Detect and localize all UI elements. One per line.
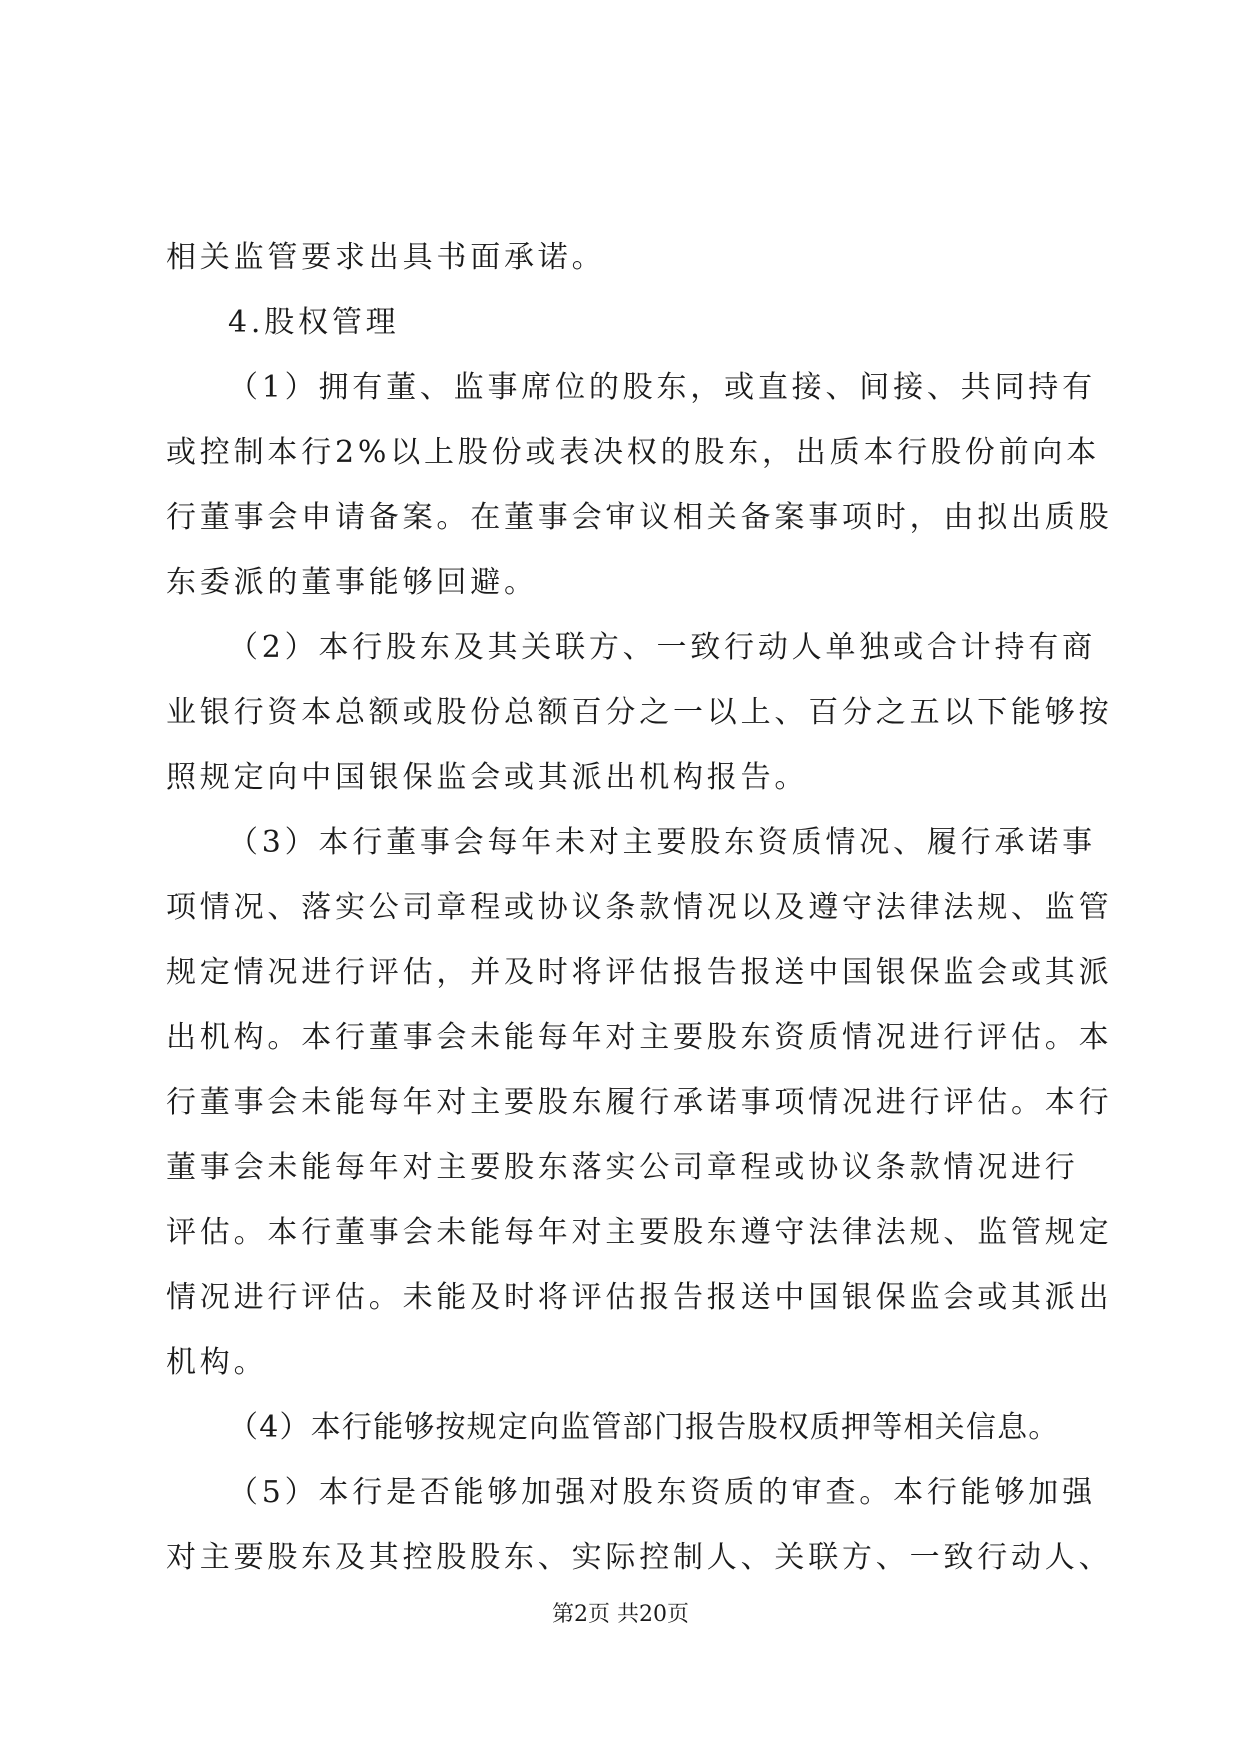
text-line: 照规定向中国银保监会或其派出机构报告。 [166, 760, 809, 795]
text-line: 董事会未能每年对主要股东落实公司章程或协议条款情况进行 [166, 1150, 1079, 1185]
text-line: 业银行资本总额或股份总额百分之一以上、百分之五以下能够按 [166, 695, 1113, 730]
text-line: 评估。本行董事会未能每年对主要股东遵守法律法规、监管规定 [166, 1215, 1113, 1250]
text-line: 机构。 [166, 1345, 268, 1380]
section-heading: 4.股权管理 [228, 305, 400, 340]
text-line: （1）拥有董、监事席位的股东，或直接、间接、共同持有 [228, 370, 1096, 405]
text-line: （2）本行股东及其关联方、一致行动人单独或合计持有商 [228, 630, 1096, 665]
document-body [166, 225, 1113, 1590]
text-line: 相关监管要求出具书面承诺。 [166, 240, 606, 275]
text-line: （5）本行是否能够加强对股东资质的审查。本行能够加强 [228, 1475, 1096, 1510]
text-line: 情况进行评估。未能及时将评估报告报送中国银保监会或其派出 [166, 1280, 1113, 1315]
text-line: （4）本行能够按规定向监管部门报告股权质押等相关信息。 [228, 1410, 1060, 1445]
page-number-footer: 第2页 共20页 [552, 1602, 689, 1627]
text-line: 出机构。本行董事会未能每年对主要股东资质情况进行评估。本 [166, 1020, 1113, 1055]
text-line: 项情况、落实公司章程或协议条款情况以及遵守法律法规、监管 [166, 890, 1113, 925]
text-line: 或控制本行2%以上股份或表决权的股东，出质本行股份前向本 [166, 435, 1100, 470]
text-line: 行董事会未能每年对主要股东履行承诺事项情况进行评估。本行 [166, 1085, 1113, 1120]
text-line: 行董事会申请备案。在董事会审议相关备案事项时，由拟出质股 [166, 500, 1113, 535]
text-line: 东委派的董事能够回避。 [166, 565, 538, 600]
text-line: （3）本行董事会每年未对主要股东资质情况、履行承诺事 [228, 825, 1096, 860]
text-line: 规定情况进行评估，并及时将评估报告报送中国银保监会或其派 [166, 955, 1113, 990]
text-line: 对主要股东及其控股股东、实际控制人、关联方、一致行动人、 [166, 1540, 1113, 1575]
